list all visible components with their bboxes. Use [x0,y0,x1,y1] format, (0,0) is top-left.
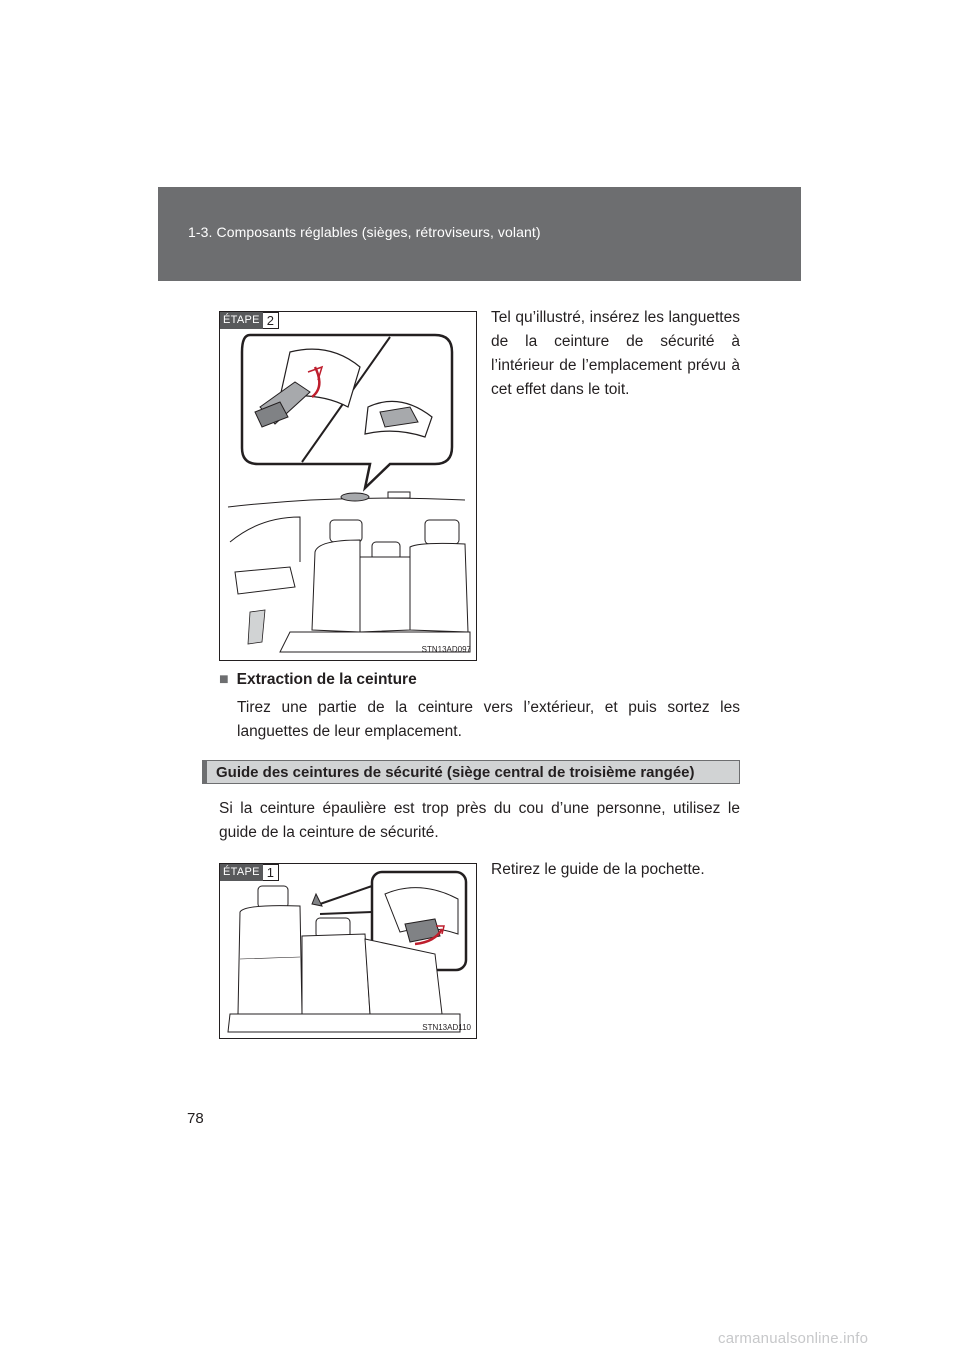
section-header-title: 1-3. Composants réglables (sièges, rétroviseurs, volant) [188,224,541,240]
step1-badge [220,864,279,881]
step-number: 2 [263,312,279,329]
seatbelt-roof-stowage-drawing [220,312,476,660]
step-number: 1 [263,864,279,881]
figure-code: STN13AD110 [422,1023,471,1032]
step1-illustration [219,863,477,1039]
extraction-heading [219,668,417,692]
step-label: ÉTAPE [220,864,263,881]
step2-illustration [219,311,477,661]
section-heading: Guide des ceintures de sécurité (siège central de troisième rangée) [202,760,740,784]
step2-instruction: Tel qu’illustré, insérez les languettes de la ceinture de sécurité à l’intérieur de l’emplacement prévu à cet effet dans le toit. [491,309,740,398]
extraction-body: Tirez une partie de la ceinture vers l’extérieur, et puis sortez les languettes de leur emplacement. [237,699,740,740]
extraction-heading-text: Extraction de la ceinture [236,671,417,688]
figure-code: STN13AD097 [421,645,471,654]
seatbelt-guide-pocket-drawing [220,864,476,1038]
step1-instruction: Retirez le guide de la pochette. [491,861,705,878]
step2-badge [220,312,279,329]
section-body: Si la ceinture épaulière est trop près du cou d’une personne, utilisez le guide de la ceinture de sécurité. [219,800,740,841]
section-header-bar [158,187,801,281]
watermark: carmanualsonline.info [718,1330,869,1347]
page-number: 78 [187,1110,204,1127]
step-label: ÉTAPE [220,312,263,329]
bullet-square-icon: ■ [219,671,229,688]
